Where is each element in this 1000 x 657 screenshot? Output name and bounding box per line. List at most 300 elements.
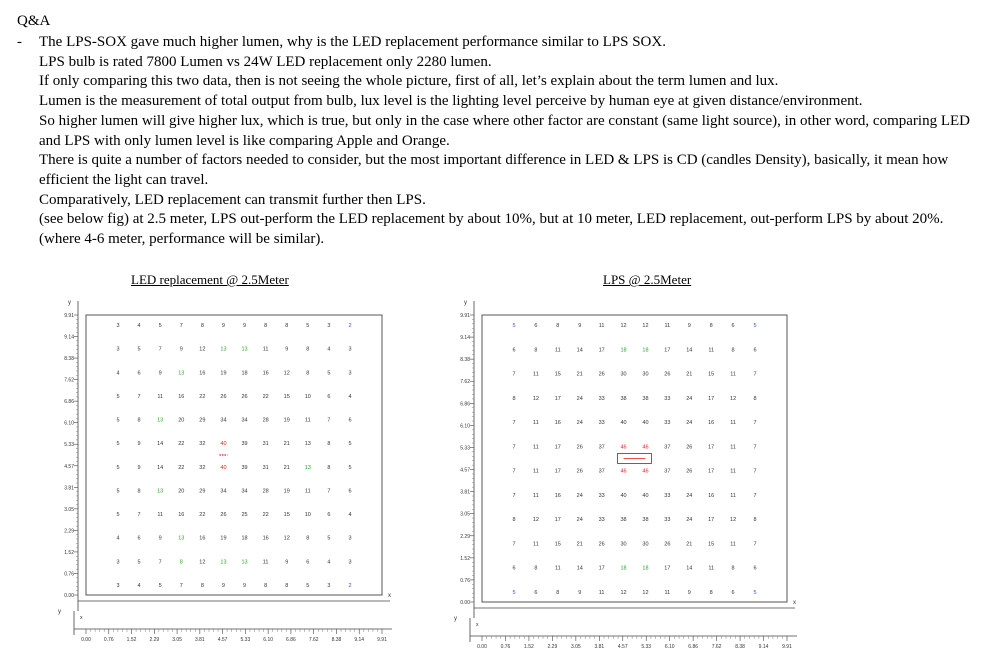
- x-tick-label: 2.29: [547, 644, 558, 650]
- grid-value: 8: [556, 590, 560, 596]
- grid-value: 20: [178, 417, 185, 424]
- grid-value: 38: [620, 517, 627, 524]
- grid-value: 11: [730, 468, 736, 475]
- y-tick-label: 3.05: [64, 506, 74, 513]
- grid-value: 16: [708, 492, 715, 499]
- grid-value: 3: [116, 346, 120, 353]
- grid-value: 7: [753, 492, 757, 499]
- grid-value: 9: [578, 323, 582, 329]
- grid-value: 5: [327, 370, 331, 377]
- grid-value: 9: [221, 583, 225, 589]
- grid-value: 6: [137, 535, 141, 542]
- grid-value: 7: [753, 420, 757, 427]
- grid-value: 8: [534, 565, 538, 572]
- grid-value: 33: [664, 492, 671, 499]
- grid-value: 10: [304, 393, 311, 400]
- grid-value: 26: [576, 444, 583, 451]
- grid-value: 8: [306, 535, 310, 542]
- grid-value: 11: [262, 559, 269, 566]
- grid-value: 3: [348, 559, 352, 566]
- grid-value: 11: [730, 541, 736, 548]
- grid-value: 26: [598, 541, 605, 548]
- x-tick-label: 6.86: [286, 637, 296, 643]
- lps-lux-grid-chart: [454, 290, 805, 650]
- paragraph-lumen-definition: Lumen is the measurement of total output from bulb, lux level is the lighting level perceive by human eye at given distance/environment.: [39, 93, 863, 110]
- grid-value: 5: [116, 441, 120, 448]
- grid-value: 18: [241, 535, 248, 542]
- grid-value: 6: [327, 512, 331, 519]
- y-tick-label: 3.81: [460, 489, 470, 496]
- grid-value: 7: [512, 492, 516, 499]
- grid-value: 18: [642, 565, 649, 572]
- led-lux-grid-chart: [58, 290, 400, 643]
- grid-value: 17: [664, 347, 671, 354]
- ruler-x-label: x: [476, 622, 479, 628]
- x-tick-label: 7.62: [711, 644, 722, 650]
- grid-value: 8: [285, 323, 289, 329]
- grid-value: 22: [262, 512, 269, 519]
- grid-value: 13: [178, 370, 185, 377]
- grid-value: 9: [578, 590, 582, 596]
- grid-value: 26: [220, 512, 227, 519]
- grid-value: 11: [304, 417, 311, 424]
- grid-value: 17: [554, 395, 561, 402]
- grid-value: 34: [241, 488, 248, 495]
- grid-value: 12: [730, 517, 737, 524]
- x-tick-label: 9.91: [782, 644, 792, 650]
- y-axis-label: y: [464, 300, 467, 306]
- grid-value: 40: [620, 492, 627, 499]
- grid-value: 16: [554, 492, 561, 499]
- grid-value: 10: [304, 512, 311, 519]
- x-tick-label: 5.33: [641, 644, 652, 650]
- grid-value: 13: [178, 535, 185, 542]
- grid-value: 8: [200, 583, 204, 589]
- grid-value: 7: [137, 393, 141, 400]
- grid-value: 28: [262, 488, 269, 495]
- grid-value: 24: [576, 492, 583, 499]
- grid-value: 13: [304, 441, 311, 448]
- grid-value: 5: [306, 323, 310, 329]
- grid-value: 21: [283, 464, 290, 471]
- ruler-x-label: x: [80, 615, 83, 621]
- grid-value: 7: [327, 417, 331, 424]
- grid-value: 8: [264, 583, 268, 589]
- grid-value: 16: [554, 420, 561, 427]
- grid-value: 40: [220, 441, 227, 448]
- grid-value: 9: [243, 323, 247, 329]
- x-tick-label: 3.81: [194, 637, 205, 643]
- page-title: Q&A: [17, 13, 51, 29]
- grid-value: 15: [708, 371, 715, 378]
- grid-value: 17: [554, 468, 561, 475]
- grid-value: 12: [199, 559, 206, 566]
- y-tick-label: 9.91: [460, 313, 470, 319]
- grid-value: 26: [598, 371, 605, 378]
- y-tick-label: 9.14: [460, 335, 470, 342]
- grid-value: 17: [554, 444, 561, 451]
- grid-value: 11: [730, 420, 736, 427]
- grid-value: 5: [327, 535, 331, 542]
- grid-value: 6: [731, 590, 735, 596]
- x-axis-label: x: [793, 600, 796, 606]
- grid-value: 21: [576, 371, 583, 378]
- grid-value: 7: [179, 583, 183, 589]
- grid-value: 15: [554, 541, 561, 548]
- grid-value: 8: [753, 395, 757, 402]
- grid-value: 5: [348, 464, 352, 471]
- grid-value: 16: [178, 512, 185, 519]
- grid-value: 8: [200, 323, 204, 329]
- grid-value: 25: [241, 512, 248, 519]
- grid-value: 8: [264, 323, 268, 329]
- grid-value: 11: [533, 492, 539, 499]
- paragraph-apple-orange: So higher lumen will give higher lux, which is true, but only in the case where other factor are constant (same light source), in other word, comparing LED and LPS with only lumen level is like comparing Apple and Orange.: [39, 112, 970, 149]
- grid-value: 5: [512, 590, 516, 596]
- y-tick-label: 2.29: [64, 528, 74, 535]
- grid-value: 30: [620, 541, 627, 548]
- y-tick-label: 5.33: [64, 442, 74, 449]
- grid-value: 40: [642, 420, 649, 427]
- grid-value: 8: [137, 488, 141, 495]
- grid-value: 26: [686, 468, 693, 475]
- led-figure-title: LED replacement @ 2.5Meter: [131, 272, 289, 287]
- grid-value: 4: [348, 512, 352, 519]
- x-axis-label: x: [388, 593, 391, 599]
- grid-value: 8: [306, 370, 310, 377]
- grid-value: 3: [348, 535, 352, 542]
- x-tick-label: 7.62: [308, 637, 319, 643]
- grid-value: 7: [753, 444, 757, 451]
- grid-value: 32: [199, 464, 206, 471]
- grid-value: 5: [512, 323, 516, 329]
- grid-value: 9: [137, 441, 141, 448]
- grid-value: 6: [731, 323, 735, 329]
- grid-value: 8: [179, 559, 183, 566]
- grid-value: 9: [158, 370, 162, 377]
- grid-value: 5: [137, 346, 141, 353]
- y-tick-label: 0.00: [460, 600, 470, 606]
- grid-value: 8: [556, 323, 560, 329]
- y-tick-label: 8.38: [460, 357, 470, 364]
- y-tick-label: 1.52: [460, 555, 470, 562]
- x-tick-label: 8.38: [331, 637, 342, 643]
- grid-value: 16: [708, 420, 715, 427]
- grid-value: 7: [753, 371, 757, 378]
- x-tick-label: 4.57: [217, 637, 228, 643]
- grid-value: 5: [137, 559, 141, 566]
- grid-value: 13: [220, 559, 227, 566]
- grid-value: 7: [753, 468, 757, 475]
- grid-value: 8: [512, 517, 516, 524]
- grid-value: 29: [199, 488, 206, 495]
- grid-value: 12: [283, 370, 290, 377]
- grid-value: 16: [199, 370, 206, 377]
- grid-value: 15: [554, 371, 561, 378]
- grid-value: 12: [532, 517, 539, 524]
- grid-value: 11: [730, 492, 736, 499]
- grid-value: 11: [533, 444, 539, 451]
- plot-frame: [86, 315, 382, 595]
- grid-value: 11: [554, 347, 561, 354]
- x-tick-label: 3.05: [570, 644, 581, 650]
- grid-value: 19: [220, 535, 227, 542]
- grid-value: 13: [241, 559, 248, 566]
- y-tick-label: 4.57: [460, 467, 470, 474]
- grid-value: 9: [179, 346, 183, 353]
- grid-value: 8: [306, 346, 310, 353]
- grid-value: 8: [753, 517, 757, 524]
- grid-value: 46: [642, 468, 649, 475]
- ruler-y-label: y: [454, 616, 457, 622]
- grid-value: 6: [534, 323, 538, 329]
- grid-value: 8: [327, 464, 331, 471]
- grid-value: 19: [283, 488, 290, 495]
- grid-value: 13: [157, 488, 164, 495]
- grid-value: 38: [642, 517, 649, 524]
- y-tick-label: 9.14: [64, 334, 74, 341]
- y-axis-label: y: [68, 300, 71, 306]
- y-tick-label: 0.00: [64, 593, 74, 599]
- grid-value: 20: [178, 488, 185, 495]
- grid-value: 16: [262, 370, 269, 377]
- x-tick-label: 1.52: [524, 644, 534, 650]
- grid-value: 8: [512, 395, 516, 402]
- grid-value: 2: [348, 323, 352, 329]
- x-tick-label: 2.29: [149, 637, 160, 643]
- grid-value: 22: [178, 441, 185, 448]
- grid-value: 11: [533, 541, 539, 548]
- grid-value: 28: [262, 417, 269, 424]
- y-tick-label: 6.10: [460, 423, 470, 430]
- grid-value: 5: [158, 583, 162, 589]
- grid-value: 18: [620, 347, 627, 354]
- grid-value: 15: [283, 393, 290, 400]
- y-tick-label: 0.76: [460, 577, 470, 584]
- grid-value: 11: [533, 468, 539, 475]
- grid-value: 15: [283, 512, 290, 519]
- grid-value: 11: [157, 393, 164, 400]
- grid-value: 46: [620, 444, 627, 451]
- grid-value: 13: [157, 417, 164, 424]
- grid-value: 17: [708, 468, 715, 475]
- y-tick-label: 2.29: [460, 533, 470, 540]
- qa-section: [17, 33, 995, 250]
- grid-value: 11: [533, 371, 539, 378]
- grid-value: 22: [199, 393, 206, 400]
- x-tick-label: 6.86: [688, 644, 699, 650]
- x-tick-label: 3.81: [594, 644, 605, 650]
- grid-value: 4: [348, 393, 352, 400]
- grid-value: 40: [620, 420, 627, 427]
- grid-value: 14: [157, 441, 164, 448]
- grid-value: 7: [512, 541, 516, 548]
- grid-value: 37: [598, 468, 605, 475]
- y-tick-label: 7.62: [64, 377, 74, 384]
- grid-value: 37: [664, 444, 671, 451]
- grid-value: 21: [576, 541, 583, 548]
- grid-value: 5: [116, 417, 120, 424]
- bullet-dash: -: [17, 34, 22, 50]
- grid-value: 37: [598, 444, 605, 451]
- grid-value: 29: [199, 417, 206, 424]
- x-tick-label: 0.76: [103, 637, 114, 643]
- grid-value: 11: [304, 488, 311, 495]
- grid-value: 22: [262, 393, 269, 400]
- paragraph-question: The LPS-SOX gave much higher lumen, why is the LED replacement performance similar to LPS SOX.: [39, 34, 666, 50]
- grid-value: 4: [116, 370, 120, 377]
- grid-value: 6: [512, 347, 516, 354]
- grid-value: 6: [512, 565, 516, 572]
- grid-value: 9: [285, 559, 289, 566]
- grid-value: 39: [241, 441, 248, 448]
- grid-value: 12: [199, 346, 206, 353]
- grid-value: 2: [348, 583, 352, 589]
- grid-value: 32: [199, 441, 206, 448]
- grid-value: 7: [753, 541, 757, 548]
- grid-value: 9: [137, 464, 141, 471]
- grid-value: 11: [730, 444, 736, 451]
- grid-value: 7: [327, 488, 331, 495]
- grid-value: 22: [199, 512, 206, 519]
- x-tick-label: 6.10: [263, 637, 274, 643]
- grid-value: 6: [306, 559, 310, 566]
- grid-value: 34: [241, 417, 248, 424]
- grid-value: 8: [731, 565, 735, 572]
- grid-value: 8: [709, 590, 713, 596]
- grid-value: 6: [348, 488, 352, 495]
- grid-value: 26: [664, 541, 671, 548]
- paragraph-comparison: (see below fig) at 2.5 meter, LPS out-perform the LED replacement by about 10%, but at 10 meter, LED replacement, out-perform LPS by about 20%.: [39, 211, 944, 228]
- grid-value: 3: [348, 370, 352, 377]
- grid-value: 21: [283, 441, 290, 448]
- grid-value: 3: [348, 346, 352, 353]
- grid-value: 11: [262, 346, 269, 353]
- y-tick-label: 0.76: [64, 571, 74, 578]
- grid-value: 14: [157, 464, 164, 471]
- grid-value: 30: [642, 371, 649, 378]
- grid-value: 24: [686, 395, 693, 402]
- y-tick-label: 9.91: [64, 313, 74, 319]
- grid-value: 7: [512, 444, 516, 451]
- grid-value: 24: [576, 420, 583, 427]
- grid-value: 4: [327, 559, 331, 566]
- grid-value: 5: [116, 488, 120, 495]
- grid-value: 14: [686, 565, 693, 572]
- grid-value: 3: [116, 559, 120, 566]
- grid-value: 8: [327, 441, 331, 448]
- x-tick-label: 1.52: [126, 637, 137, 643]
- ruler-y-label: y: [58, 609, 61, 615]
- grid-value: 3: [327, 323, 331, 329]
- grid-value: 12: [642, 590, 649, 596]
- x-tick-label: 3.05: [172, 637, 182, 643]
- grid-value: 26: [664, 371, 671, 378]
- grid-value: 33: [598, 492, 605, 499]
- grid-value: 7: [158, 346, 162, 353]
- grid-value: 22: [178, 464, 185, 471]
- x-tick-label: 9.14: [758, 644, 769, 650]
- paragraph-transmit-further: Comparatively, LED replacement can transmit further then LPS.: [39, 191, 426, 208]
- grid-value: 24: [686, 517, 693, 524]
- y-tick-label: 7.62: [460, 379, 470, 386]
- grid-value: 11: [598, 590, 605, 596]
- paragraph-similar-range: (where 4-6 meter, performance will be similar).: [39, 231, 325, 248]
- grid-value: 5: [158, 323, 162, 329]
- grid-value: 13: [241, 346, 248, 353]
- y-tick-label: 3.05: [460, 511, 470, 518]
- grid-value: 5: [116, 464, 120, 471]
- grid-value: 6: [753, 565, 757, 572]
- grid-value: 26: [241, 393, 248, 400]
- grid-value: 9: [221, 323, 225, 329]
- grid-value: 11: [730, 371, 736, 378]
- grid-value: 9: [243, 583, 247, 589]
- grid-value: 5: [306, 583, 310, 589]
- grid-value: 4: [327, 346, 331, 353]
- grid-value: 11: [708, 565, 715, 572]
- grid-value: 46: [642, 444, 649, 451]
- grid-value: 4: [137, 583, 141, 589]
- x-tick-label: 6.10: [664, 644, 675, 650]
- grid-value: 33: [598, 517, 605, 524]
- grid-value: 11: [708, 347, 715, 354]
- grid-value: 17: [708, 395, 715, 402]
- grid-value: 7: [179, 323, 183, 329]
- grid-value: 5: [116, 512, 120, 519]
- grid-value: 26: [220, 393, 227, 400]
- grid-value: 5: [348, 441, 352, 448]
- y-tick-label: 6.86: [460, 401, 470, 408]
- grid-value: 33: [664, 395, 671, 402]
- grid-value: 9: [687, 323, 691, 329]
- grid-value: 11: [533, 420, 539, 427]
- grid-value: 6: [753, 347, 757, 354]
- y-tick-label: 4.57: [64, 463, 74, 470]
- y-tick-label: 8.38: [64, 356, 74, 363]
- grid-value: 8: [137, 417, 141, 424]
- grid-value: 6: [137, 370, 141, 377]
- grid-value: 8: [534, 347, 538, 354]
- grid-value: 33: [598, 420, 605, 427]
- grid-value: 18: [241, 370, 248, 377]
- x-tick-label: 0.00: [477, 644, 487, 650]
- grid-value: 11: [554, 565, 561, 572]
- y-tick-label: 1.52: [64, 549, 74, 556]
- grid-value: 11: [664, 590, 671, 596]
- grid-value: 12: [730, 395, 737, 402]
- x-tick-label: 8.38: [735, 644, 745, 650]
- x-tick-label: 0.76: [500, 644, 511, 650]
- grid-value: 9: [687, 590, 691, 596]
- grid-value: 24: [576, 395, 583, 402]
- grid-value: 17: [664, 565, 671, 572]
- grid-value: 9: [158, 535, 162, 542]
- grid-value: 19: [220, 370, 227, 377]
- x-tick-label: 5.33: [240, 637, 251, 643]
- grid-value: 24: [686, 492, 693, 499]
- paragraph-whole-picture: If only comparing this two data, then is not seeing the whole picture, first of all, let’s explain about the term lumen and lux.: [39, 73, 779, 90]
- grid-value: 26: [686, 444, 693, 451]
- grid-value: 5: [753, 590, 757, 596]
- grid-value: 14: [576, 565, 583, 572]
- grid-value: 13: [304, 464, 311, 471]
- grid-value: 12: [642, 323, 649, 329]
- grid-value: 21: [686, 541, 693, 548]
- grid-value: 13: [220, 346, 227, 353]
- grid-value: 38: [620, 395, 627, 402]
- grid-value: 12: [620, 323, 627, 329]
